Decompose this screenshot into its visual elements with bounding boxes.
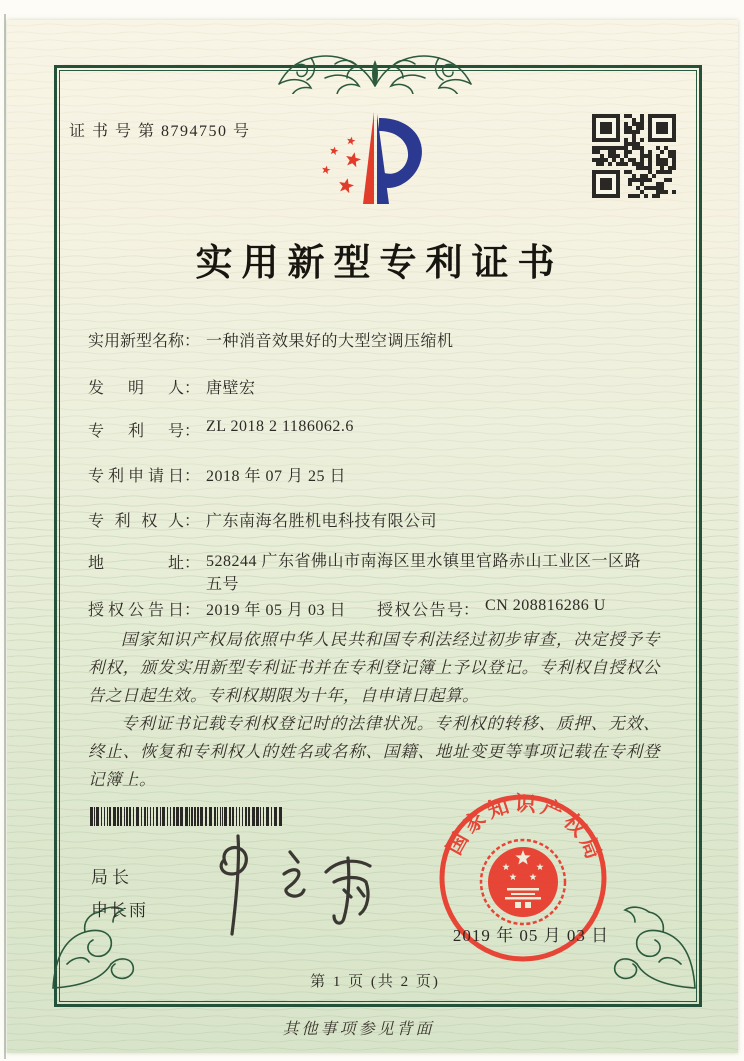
field-value: CN 208816286 U [485, 597, 606, 614]
field-label: 授权公告号 [377, 602, 463, 619]
field-label: 地址 [88, 555, 184, 572]
legal-text [88, 626, 660, 794]
field-colon: ： [184, 602, 201, 619]
back-side-note: 其他事项参见背面 [282, 1021, 435, 1038]
page-number: 第 1 页 (共 2 页) [310, 974, 440, 990]
field-value: 广东南海名胜机电科技有限公司 [206, 513, 438, 530]
field-label: 专利申请日 [88, 468, 184, 485]
field-colon: ： [184, 423, 201, 440]
seal-date: 2019 年 05 月 03 日 [452, 926, 610, 945]
certificate-page [7, 20, 738, 1053]
field-row-filing-date [88, 463, 346, 486]
ornamental-crest [265, 42, 485, 94]
signer-name: 申长雨 [91, 901, 148, 920]
scan-page-edge [4, 14, 6, 1059]
field-row-inventor [88, 375, 256, 398]
field-row-address [88, 550, 648, 596]
field-colon: ： [184, 468, 201, 485]
field-value: 唐壁宏 [206, 380, 256, 397]
field-label: 实用新型名称 [88, 333, 185, 350]
field-colon: ： [184, 380, 201, 397]
field-row-grant [88, 597, 668, 620]
field-colon: ： [184, 513, 201, 530]
field-grant-no [377, 597, 606, 620]
field-label: 授权公告日 [88, 602, 184, 619]
legal-paragraph-1: 国家知识产权局依照中华人民共和国专利法经过初步审查，决定授予专利权，颁发实用新型专利证书并在专利登记簿上予以登记。专利权自授权公告之日起生效。专利权期限为十年，自申请日起算。 [88, 630, 660, 705]
field-row-patent-no [88, 418, 354, 441]
legal-paragraph-2: 专利证书记载专利权登记时的法律状况。专利权的转移、质押、无效、终止、恢复和专利权人的姓名或名称、国籍、地址变更等事项记载在专利登记簿上。 [88, 714, 660, 789]
cnipa-patent-logo [301, 100, 451, 222]
field-row-name [88, 328, 454, 351]
field-label: 专利权人 [88, 513, 184, 530]
certificate-title: 实用新型专利证书 [195, 243, 564, 284]
field-label: 专利号 [88, 423, 184, 440]
barcode [90, 807, 282, 826]
field-value: 2019 年 05 月 03 日 [206, 602, 347, 619]
qr-code [592, 114, 676, 198]
certificate-number: 证 书 号 第 8794750 号 [69, 123, 251, 140]
field-colon: ： [184, 333, 201, 350]
field-colon: ： [184, 555, 201, 572]
field-value: 2018 年 07 月 25 日 [206, 468, 347, 485]
seal-ring-text: 国家知识产权局 [441, 791, 608, 866]
field-value: 528244 广东省佛山市南海区里水镇里官路赤山工业区一区路五号 [206, 553, 642, 593]
field-value: 一种消音效果好的大型空调压缩机 [206, 333, 454, 350]
field-row-patentee [88, 508, 437, 531]
field-value: ZL 2018 2 1186062.6 [206, 418, 354, 435]
signer-title: 局长 [91, 868, 133, 887]
field-label: 发明人 [88, 380, 184, 397]
field-colon: ： [463, 602, 480, 619]
handwritten-signature [192, 830, 402, 945]
